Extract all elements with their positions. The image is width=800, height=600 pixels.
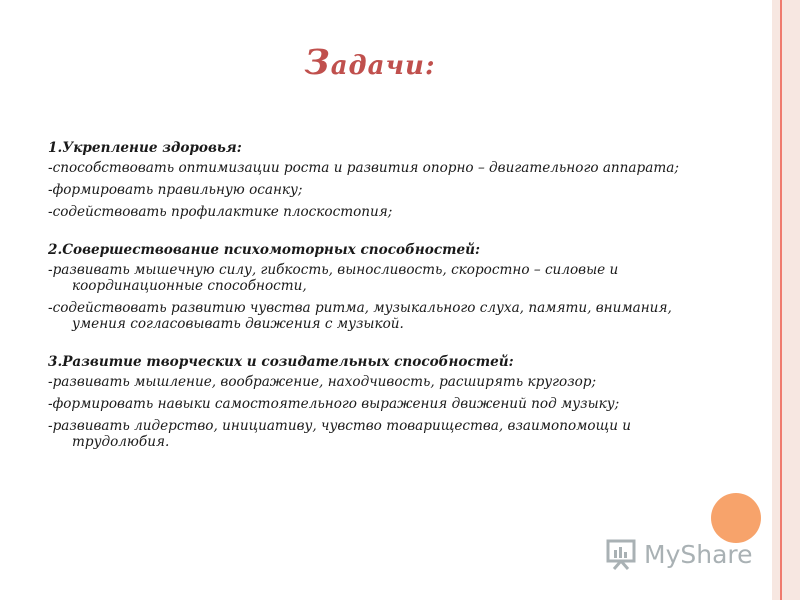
list-item: -способствовать оптимизации роста и развития опорно – двигательного аппарата; <box>48 160 679 176</box>
section-creative <box>48 354 708 450</box>
section-heading: 2.Совершествование психомоторных способностей: <box>48 242 481 258</box>
list-item: -формировать правильную осанку; <box>48 182 303 198</box>
list-item: -развивать мышление, воображение, находчивость, расширять кругозор; <box>48 374 597 390</box>
slide-body <box>48 140 708 472</box>
list-item: -содействовать развитию чувства ритма, музыкального слуха, памяти, внимания, умения согласовывать движения с музыкой. <box>48 300 672 332</box>
decorative-orange-circle <box>711 493 761 543</box>
section-heading: 1.Укрепление здоровья: <box>48 140 242 156</box>
section-psychomotor <box>48 242 708 332</box>
slide-title <box>0 42 740 83</box>
section-health <box>48 140 708 220</box>
slide-title-rest: адачи: <box>330 51 436 81</box>
list-item: -формировать навыки самостоятельного выражения движений под музыку; <box>48 396 620 412</box>
presentation-board-icon <box>606 538 640 570</box>
right-accent-line <box>780 0 782 600</box>
list-item: -развивать лидерство, инициативу, чувство товарищества, взаимопомощи и трудолюбия. <box>48 418 632 450</box>
section-heading: 3.Развитие творческих и созидательных способностей: <box>48 354 514 370</box>
slide-title-capital: З <box>304 42 331 83</box>
right-accent-band <box>772 0 800 600</box>
watermark-text: MyShare <box>644 539 753 569</box>
list-item: -развивать мышечную силу, гибкость, выносливость, скоростно – силовые и координационные способности, <box>48 262 619 294</box>
list-item: -содействовать профилактике плоскостопия; <box>48 204 393 220</box>
myshared-watermark <box>606 538 753 570</box>
